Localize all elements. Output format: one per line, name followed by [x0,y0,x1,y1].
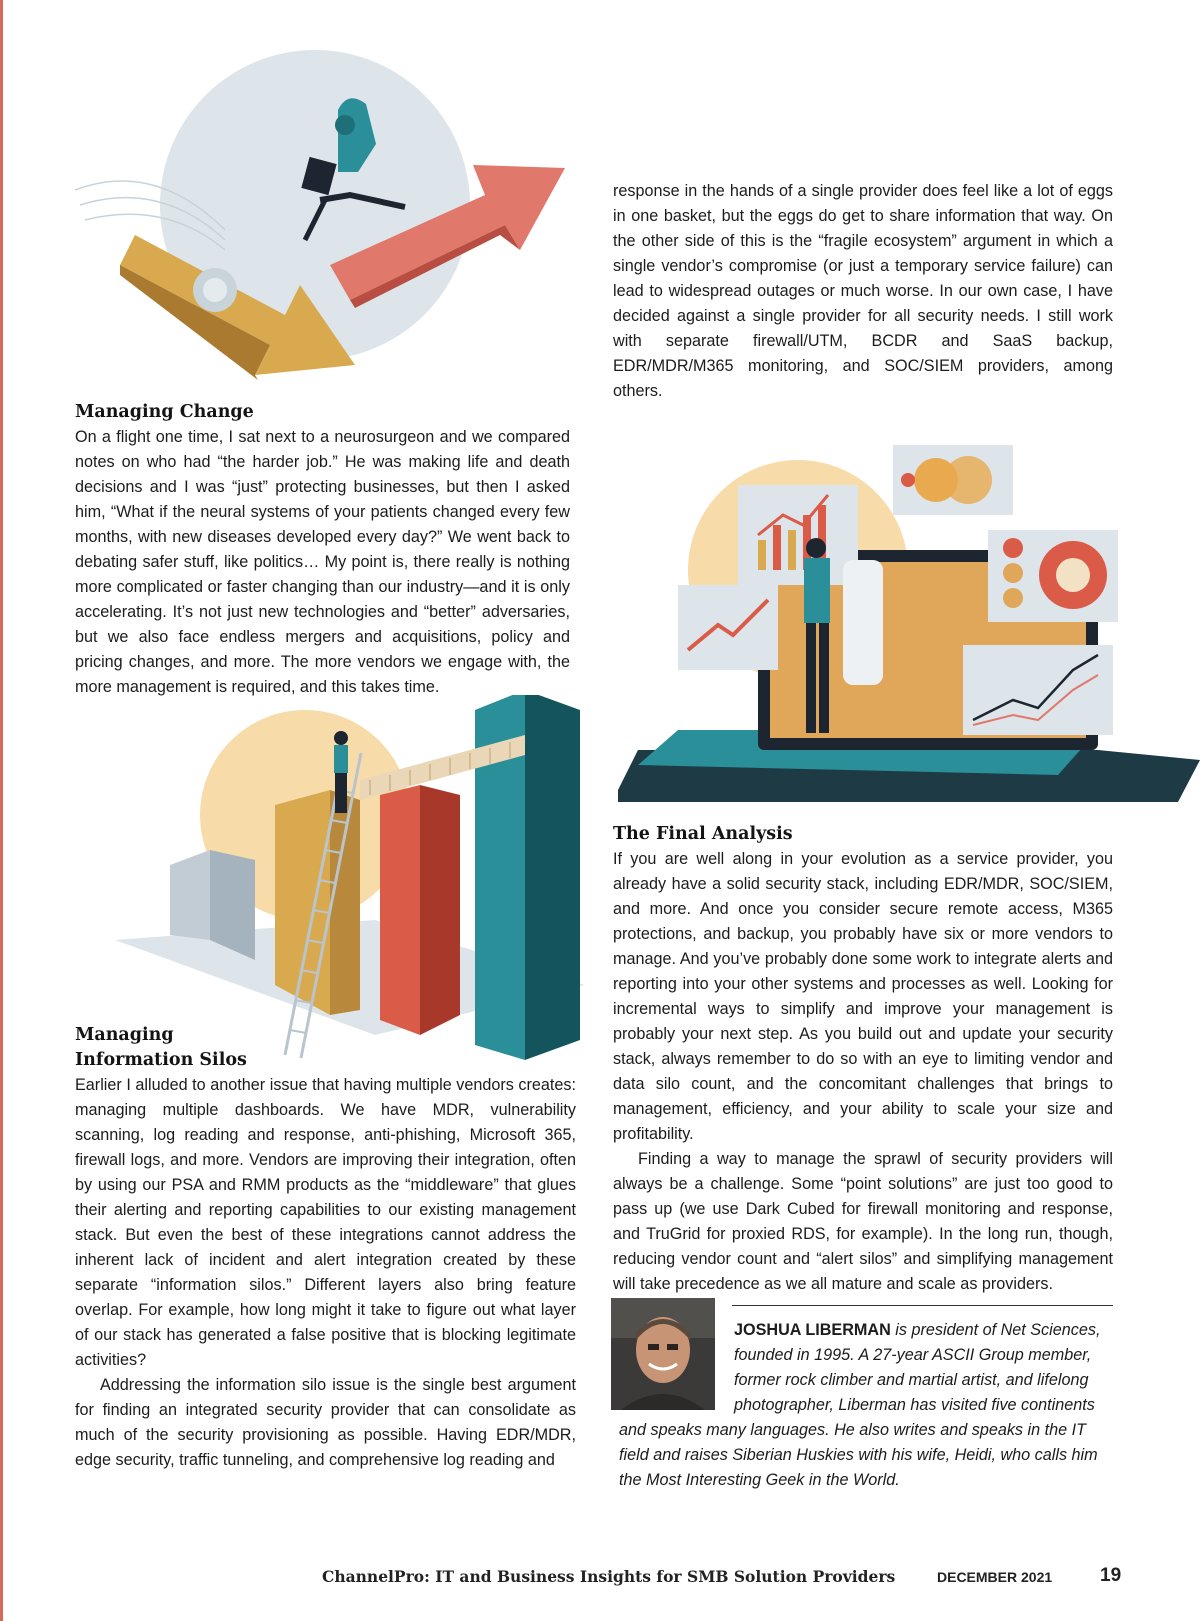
analytics-laptop-illustration [618,430,1200,802]
info-silos-paragraph-1: Earlier I alluded to another issue that having multiple vendors creates: managing multiple dashboards. We have MDR, vulnerability scanning, log reading and response, anti-phishing, Microsoft 365, firewall logs, and more. Vendors are improving their integration, often by using our PSA and RMM products as the “middleware” that glues their alerting and reporting capabilities to our existing management stack. But even the best of these integrations cannot address the inherent lack of incident and alert integration created by these separate “information silos.” Different layers also bring feature overlap. For example, how long might it take to figure out what layer of our stack has generated a false positive that is blocking legitimate activities? [75,1076,576,1369]
info-silos-paragraph-2: Addressing the information silo issue is the single best argument for finding an integrated security provider that can consolidate as much of the security provisioning as possible. Having EDR/MDR, edge security, traffic tunneling, and comprehensive log reading and [75,1376,576,1469]
author-bio-line-7: the Most Interesting Geek in the World. [619,1471,900,1489]
author-name: JOSHUA LIBERMAN [734,1321,891,1339]
final-analysis-paragraph-2: Finding a way to manage the sprawl of security providers will always be a challenge. Some “point solutions” are just too good to pass up (we use Dark Cubed for firewall monitoring and response, and TruGrid for proxied RDS, for example). In the long run, though, reducing vendor count and “alert silos” and simplifying management will take precedence as we all mature and scale as providers. [613,1150,1113,1293]
intro-continued-paragraph: response in the hands of a single provider does feel like a lot of eggs in one basket, but the eggs do get to share information that way. On the other side of this is the “fragile ecosystem” argument in which a single vendor’s compromise (or just a temporary service failure) can lead to widespread outages or much worse. In our own case, I have decided against a single provider for all security needs. I still work with separate firewall/UTM, BCDR and SaaS backup, EDR/MDR/M365 monitoring, and SOC/SIEM providers, among others. [613,182,1113,400]
intro-continued-column [613,179,1113,404]
author-photo [611,1298,715,1410]
author-bio-continued [619,1418,1114,1493]
page-number: 19 [1100,1565,1122,1586]
author-bio-line-4: photographer, Liberman has visited five continents [734,1396,1095,1414]
author-rule [732,1305,1113,1306]
page-edge-stripe [0,0,3,1621]
issue-date: DECEMBER 2021 [937,1569,1053,1585]
managing-change-section [75,400,576,700]
managing-change-paragraph: On a flight one time, I sat next to a neurosurgeon and we compared notes on who had “the harder job.” He was making life and death decisions and I was “just” protecting businesses, but then I asked him, “What if the neural systems of your patients changed every few months, with new diseases developed every day?” We went back to debating safer stuff, like politics… My point is, there really is nothing more complicated or faster changing than our industry—and it is only accelerating. It’s not just new technologies and “better” adversaries, but we also face endless mergers and acquisitions, policy and pricing changes, and more. The more vendors we engage with, the more management is required, and this takes time. [75,428,570,696]
author-bio-line-1: is president of Net Sciences, [895,1321,1101,1339]
page-footer [0,1567,1200,1597]
info-silos-heading-line1: Managing [75,1025,174,1045]
info-silos-heading-line2: Information Silos [75,1050,247,1070]
author-bio-line-3: former rock climber and martial artist, and lifelong [734,1371,1089,1389]
career-arrows-illustration [75,40,585,400]
author-bio-line-2: founded in 1995. A 27-year ASCII Group member, [734,1346,1092,1364]
final-analysis-heading: The Final Analysis [613,824,793,844]
publication-name: ChannelPro: IT and Business Insights for SMB Solution Providers [322,1567,896,1586]
author-bio-line-6: field and raises Siberian Huskies with his wife, Heidi, who calls him [619,1446,1098,1464]
author-bio-line-5: and speaks many languages. He also writes and speaks in the IT [619,1421,1087,1439]
author-bio [734,1318,1114,1418]
info-silos-section [75,1023,576,1473]
final-analysis-section [613,822,1113,1297]
managing-change-heading: Managing Change [75,402,254,422]
final-analysis-paragraph-1: If you are well along in your evolution as a service provider, you already have a solid security stack, including EDR/MDR, SOC/SIEM, and more. And once you consider secure remote access, M365 protections, and backup, you probably have six or more vendors to manage. And you’ve probably done some work to integrate alerts and reporting into your other systems and processes as well. Looking for incremental ways to simplify and improve your management is probably your next step. As you build out and update your security stack, always remember to do so with an eye to limiting vendor and data silo count, and the concomitant challenges that brings to management, efficiency, and your ability to scale your size and profitability. [613,850,1113,1143]
